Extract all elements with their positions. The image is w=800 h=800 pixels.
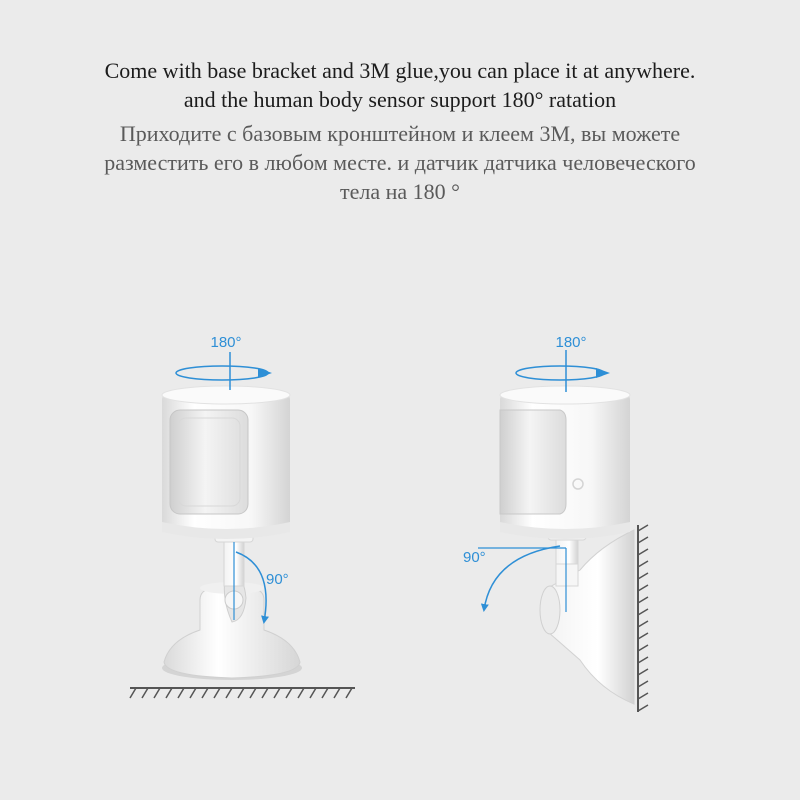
caption-english-line-1: Come with base bracket and 3M glue,you can place it at anywhere. (104, 58, 696, 83)
floor-sensor-lens (170, 410, 248, 514)
wall-mount-sensor (463, 334, 648, 712)
floor-tilt-label: 90° (266, 571, 289, 588)
caption-russian-line-2: разместить его в любом месте. и датчик датчика человеческого (104, 150, 696, 175)
caption-russian-line-1: Приходите с базовым кронштейном и клеем 3M, вы можете (119, 121, 681, 146)
floor-base (162, 576, 302, 680)
caption-russian-line-3: тела на 180 ° (340, 179, 460, 204)
wall-rotation-label: 180° (555, 334, 587, 351)
floor-hatching (130, 688, 355, 698)
wall-bracket (540, 530, 634, 704)
floor-sensor-body (162, 386, 290, 539)
caption-english-line-2: and the human body sensor support 180° ratation (183, 87, 617, 112)
floor-rotation-label: 180° (210, 334, 242, 351)
wall-sensor-body (500, 386, 630, 539)
wall-sensor-lens (500, 410, 566, 514)
floor-mount-sensor (130, 334, 355, 698)
wall-tilt-label: 90° (463, 549, 486, 566)
floor-rotation-arrow (176, 352, 272, 390)
wall-hatching (638, 525, 648, 712)
